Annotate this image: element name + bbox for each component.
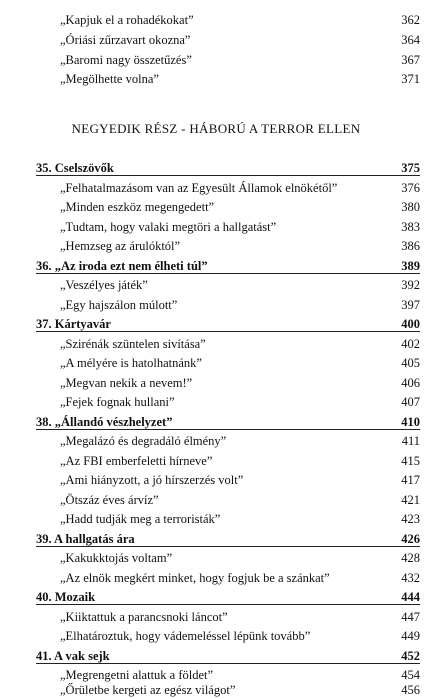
toc-entry-title: „Egy hajszálon múlott” xyxy=(60,298,178,312)
toc-chapter-title: 36. „Az iroda ezt nem élheti túl” xyxy=(36,259,208,273)
chapter-divider xyxy=(36,331,420,332)
toc-entry-page: 411 xyxy=(401,434,420,448)
toc-entry-title: „Óriási zűrzavart okozna” xyxy=(60,33,191,47)
toc-chapter-title: 38. „Állandó vészhelyzet” xyxy=(36,415,173,429)
toc-entry xyxy=(0,30,432,50)
toc-chapter-title: 35. Cselszövők xyxy=(36,161,114,175)
toc-chapter-page: 400 xyxy=(401,317,420,331)
toc-chapter-page: 375 xyxy=(401,161,420,175)
toc-entry xyxy=(0,217,432,237)
toc-entry-page: 417 xyxy=(401,473,420,487)
toc-entry-title: „Felhatalmazásom van az Egyesült Államok elnökétől” xyxy=(60,181,338,195)
toc-entry xyxy=(0,392,432,412)
toc-entry-title: „Őrületbe kergeti az egész világot” xyxy=(60,683,236,697)
toc-entry xyxy=(0,178,432,198)
toc-entry xyxy=(0,275,432,295)
part-title: NEGYEDIK RÉSZ - HÁBORÚ A TERROR ELLEN xyxy=(71,121,361,136)
toc-entry-title: „Baromi nagy összetűzés” xyxy=(60,53,192,67)
toc-entry xyxy=(0,353,432,373)
toc-entry-title: „Hemzseg az árulóktól” xyxy=(60,239,181,253)
toc-entry-title: „Megrengetni alattuk a földet” xyxy=(60,668,214,682)
toc-entry-page: 380 xyxy=(401,200,420,214)
toc-entry-page: 406 xyxy=(401,376,420,390)
toc-chapter-page: 444 xyxy=(401,590,420,604)
toc-chapter-title: 40. Mozaik xyxy=(36,590,96,604)
toc-entry xyxy=(0,490,432,510)
toc-chapter-title: 39. A hallgatás ára xyxy=(36,532,135,546)
toc-entry xyxy=(0,509,432,529)
toc-entry-page: 371 xyxy=(401,72,420,86)
toc-entry-title: „Fejek fognak hullani” xyxy=(60,395,175,409)
toc-entry xyxy=(0,682,432,699)
toc-entry-title: „Tudtam, hogy valaki megtöri a hallgatást” xyxy=(60,220,277,234)
toc-entry-page: 428 xyxy=(401,551,420,565)
toc-entry-title: „Megvan nekik a nevem!” xyxy=(60,376,193,390)
toc-entry-page: 364 xyxy=(401,33,420,47)
toc-entry xyxy=(0,431,432,451)
toc-entry xyxy=(0,236,432,256)
toc-entry xyxy=(0,50,432,70)
toc-chapter-title: 41. A vak sejk xyxy=(36,649,110,663)
toc-entry-title: „Kiiktattuk a parancsnoki láncot” xyxy=(60,610,228,624)
toc-entry xyxy=(0,626,432,646)
toc-entry-title: „Kapjuk el a rohadékokat” xyxy=(60,13,194,27)
toc-entry-page: 376 xyxy=(401,181,420,195)
toc-entry-title: „Az FBI emberfeletti hírneve” xyxy=(60,454,213,468)
toc-entry-page: 402 xyxy=(401,337,420,351)
toc-entry-page: 397 xyxy=(401,298,420,312)
chapter-divider xyxy=(36,429,420,430)
toc-entry-title: „Minden eszköz megengedett” xyxy=(60,200,215,214)
toc-entry-title: „Az elnök megkért minket, hogy fogjuk be a szánkat” xyxy=(60,571,330,585)
toc-entry xyxy=(0,548,432,568)
toc-chapter-page: 410 xyxy=(401,415,420,429)
toc-entry-page: 405 xyxy=(401,356,420,370)
toc-entry-title: „Elhatároztuk, hogy vádemeléssel lépünk tovább” xyxy=(60,629,311,643)
toc-entry xyxy=(0,470,432,490)
chapter-divider xyxy=(36,273,420,274)
toc-entry-page: 449 xyxy=(401,629,420,643)
toc-chapter-page: 426 xyxy=(401,532,420,546)
toc-entry-page: 392 xyxy=(401,278,420,292)
chapter-divider xyxy=(36,175,420,176)
toc-entry-page: 447 xyxy=(401,610,420,624)
toc-entry-title: „Megölhette volna” xyxy=(60,72,159,86)
toc-entry xyxy=(0,295,432,315)
toc-entry-page: 432 xyxy=(401,571,420,585)
toc-entry-title: „Ötszáz éves árvíz” xyxy=(60,493,159,507)
toc-entry-title: „A mélyére is hatolhatnánk” xyxy=(60,356,202,370)
toc-entry xyxy=(0,69,432,89)
toc-entry-page: 456 xyxy=(401,683,420,697)
toc-entry-title: „Kakukktojás voltam” xyxy=(60,551,173,565)
toc-entry xyxy=(0,197,432,217)
toc-entry-page: 423 xyxy=(401,512,420,526)
toc-entry-page: 454 xyxy=(401,668,420,682)
toc-entry-page: 415 xyxy=(401,454,420,468)
toc-entry xyxy=(0,10,432,30)
toc-entry-title: „Megalázó és degradáló élmény” xyxy=(60,434,227,448)
chapter-divider xyxy=(36,604,420,605)
chapter-divider xyxy=(36,663,420,664)
toc-chapter-title: 37. Kártyavár xyxy=(36,317,111,331)
chapter-divider xyxy=(36,546,420,547)
toc-entry xyxy=(0,373,432,393)
toc-chapter-page: 389 xyxy=(401,259,420,273)
toc-entry-page: 383 xyxy=(401,220,420,234)
toc-entry xyxy=(0,451,432,471)
toc-entry xyxy=(0,568,432,588)
toc-entry xyxy=(0,334,432,354)
toc-entry-page: 421 xyxy=(401,493,420,507)
toc-entry-page: 367 xyxy=(401,53,420,67)
toc-chapter-page: 452 xyxy=(401,649,420,663)
toc-entry-title: „Veszélyes játék” xyxy=(60,278,148,292)
toc-entry-page: 386 xyxy=(401,239,420,253)
toc-entry-title: „Hadd tudják meg a terroristák” xyxy=(60,512,221,526)
toc-entry-title: „Ami hiányzott, a jó hírszerzés volt” xyxy=(60,473,244,487)
toc-entry-page: 407 xyxy=(401,395,420,409)
toc-entry xyxy=(0,607,432,627)
toc-entry-title: „Szirénák szüntelen sivítása” xyxy=(60,337,206,351)
toc-entry-page: 362 xyxy=(401,13,420,27)
